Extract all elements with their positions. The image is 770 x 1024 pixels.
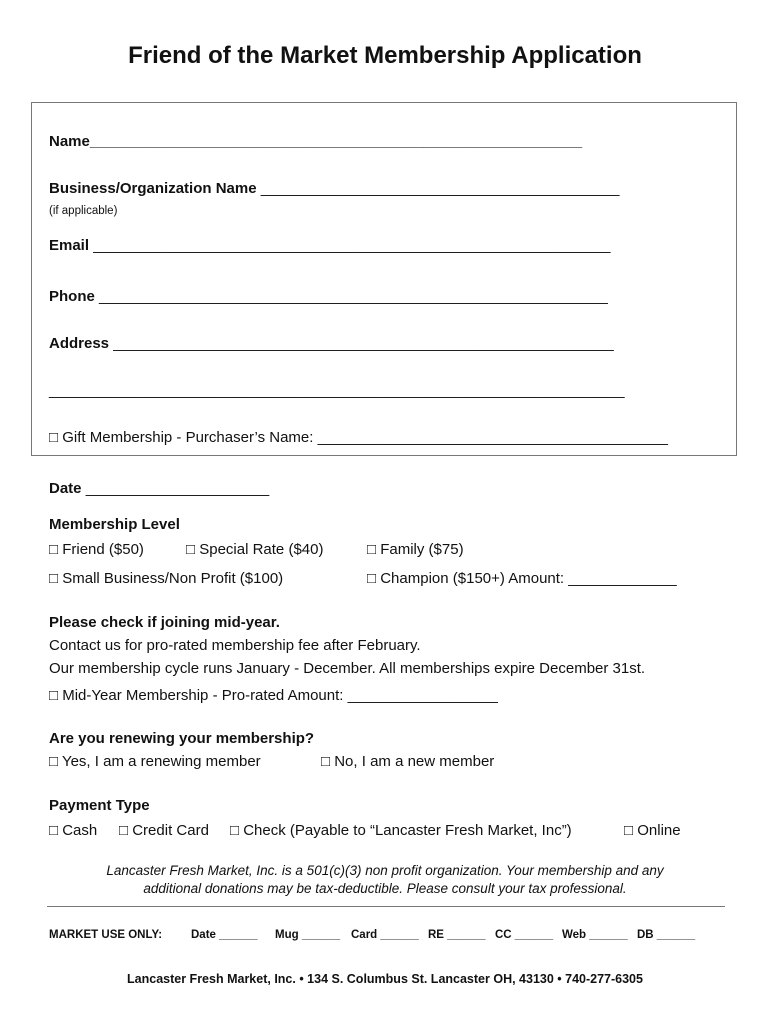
address-line: ____________________________________________________________	[113, 335, 614, 352]
midyear-heading: Please check if joining mid-year.	[49, 614, 280, 631]
disclaimer-line-2: additional donations may be tax-deductible. Please consult your tax professional.	[143, 881, 627, 896]
page-title: Friend of the Market Membership Application	[128, 42, 642, 69]
gift-membership-checkbox[interactable]: □ Gift Membership - Purchaser’s Name: __________________________________________	[49, 429, 668, 446]
special-rate-checkbox[interactable]: □ Special Rate ($40)	[186, 541, 324, 558]
date-label: Date	[49, 480, 82, 497]
business-field[interactable]	[49, 180, 619, 197]
midyear-text-1: Contact us for pro-rated membership fee after February.	[49, 637, 421, 654]
market-use-db: DB ______	[637, 929, 696, 941]
membership-heading: Membership Level	[49, 516, 180, 533]
credit-card-checkbox[interactable]: □ Credit Card	[119, 822, 209, 839]
check-checkbox[interactable]: □ Check (Payable to “Lancaster Fresh Market, Inc”)	[230, 822, 572, 839]
footer-address: Lancaster Fresh Market, Inc. • 134 S. Columbus St. Lancaster OH, 43130 • 740-277-6305	[127, 972, 643, 986]
divider	[47, 906, 725, 907]
email-field[interactable]	[49, 237, 610, 254]
midyear-text-2: Our membership cycle runs January - December. All memberships expire December 31st.	[49, 660, 646, 677]
disclaimer-line-1: Lancaster Fresh Market, Inc. is a 501(c)(3) non profit organization. Your membership and any	[106, 863, 664, 878]
market-use-date: Date ______	[191, 929, 258, 941]
market-use-label: MARKET USE ONLY:	[49, 929, 163, 941]
family-checkbox[interactable]: □ Family ($75)	[367, 541, 464, 558]
address-line-2[interactable]: _____________________________________________________________________	[49, 382, 625, 399]
market-use-cc: CC ______	[495, 929, 554, 941]
email-line: ______________________________________________________________	[93, 237, 611, 254]
address-label: Address	[49, 335, 110, 352]
market-use-re: RE ______	[428, 929, 486, 941]
phone-field[interactable]	[49, 288, 608, 305]
champion-checkbox[interactable]: □ Champion ($150+) Amount: _____________	[367, 570, 677, 587]
date-field[interactable]	[49, 480, 269, 497]
renewing-yes-checkbox[interactable]: □ Yes, I am a renewing member	[49, 753, 261, 770]
renewal-heading: Are you renewing your membership?	[49, 730, 315, 747]
cash-checkbox[interactable]: □ Cash	[49, 822, 98, 839]
friend-checkbox[interactable]: □ Friend ($50)	[49, 541, 144, 558]
small-business-checkbox[interactable]: □ Small Business/Non Profit ($100)	[49, 570, 284, 587]
email-label: Email	[49, 237, 90, 254]
market-use-card: Card ______	[351, 929, 419, 941]
business-line: ___________________________________________	[260, 180, 620, 197]
market-use-web: Web ______	[562, 929, 628, 941]
online-checkbox[interactable]: □ Online	[624, 822, 681, 839]
renewing-no-checkbox[interactable]: □ No, I am a new member	[321, 753, 495, 770]
payment-heading: Payment Type	[49, 797, 150, 814]
midyear-checkbox[interactable]: □ Mid-Year Membership - Pro-rated Amount: __________________	[49, 687, 498, 704]
business-note: (if applicable)	[49, 205, 118, 217]
market-use-mug: Mug ______	[275, 929, 341, 941]
business-label: Business/Organization Name	[49, 180, 257, 197]
phone-line: _____________________________________________________________	[99, 288, 608, 305]
phone-label: Phone	[49, 288, 95, 305]
name-field[interactable]: Name___________________________________________________________	[49, 133, 583, 150]
date-line: ______________________	[85, 480, 270, 497]
contact-info-box	[31, 102, 737, 456]
address-field[interactable]	[49, 335, 614, 352]
